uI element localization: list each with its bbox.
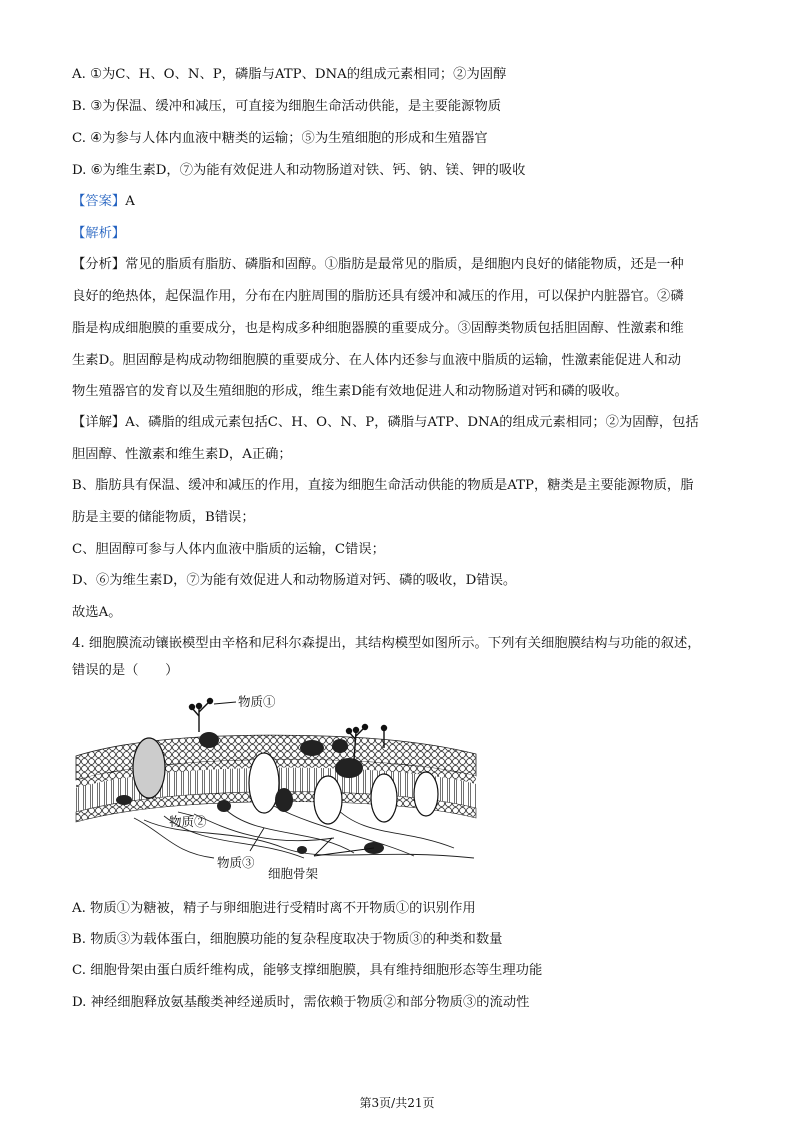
analysis-line: 脂是构成细胞膜的重要成分，也是构成多种细胞器膜的重要成分。③固醇类物质包括胆固醇、性激素和维	[72, 321, 684, 336]
detail-line: B、脂肪具有保温、缓冲和减压的作用，直接为细胞生命活动供能的物质是ATP，糖类是主要能源物质，脂	[72, 478, 694, 493]
detail-line: 故选A。	[72, 605, 122, 620]
q3-option-d: D. ⑥为维生素D，⑦为能有效促进人和动物肠道对铁、钙、钠、镁、钾的吸收	[72, 163, 526, 178]
label-cytoskeleton: 细胞骨架	[268, 866, 319, 881]
q4-option-d: D. 神经细胞释放氨基酸类神经递质时，需依赖于物质②和部分物质③的流动性	[72, 995, 530, 1010]
q3-option-c: C. ④为参与人体内血液中糖类的运输；⑤为生殖细胞的形成和生殖器官	[72, 131, 488, 146]
q3-option-a: A. ①为C、H、O、N、P，磷脂与ATP、DNA的组成元素相同；②为固醇	[72, 67, 507, 82]
q4-option-b: B. 物质③为载体蛋白，细胞膜功能的复杂程度取决于物质③的种类和数量	[72, 932, 503, 947]
analysis-tag: 【解析】	[72, 226, 126, 241]
label-substance-3: 物质③	[217, 855, 255, 870]
detail-line: C、胆固醇可参与人体内血液中脂质的运输，C错误；	[72, 542, 385, 557]
q4-option-a: A. 物质①为糖被，精子与卵细胞进行受精时离不开物质①的识别作用	[72, 901, 476, 916]
detail-line: D、⑥为维生素D，⑦为能有效促进人和动物肠道对钙、磷的吸收，D错误。	[72, 573, 517, 588]
membrane-diagram	[74, 688, 478, 878]
q4-stem: 4. 细胞膜流动镶嵌模型由辛格和尼科尔森提出，其结构模型如图所示。下列有关细胞膜结构与功能的叙述，	[72, 636, 701, 651]
page-number: 第3页/共21页	[359, 1096, 435, 1110]
answer-tag: 【答案】	[72, 194, 126, 209]
answer-value: A	[125, 194, 135, 209]
label-substance-2: 物质②	[169, 814, 207, 829]
q4-option-c: C. 细胞骨架由蛋白质纤维构成，能够支撑细胞膜，具有维持细胞形态等生理功能	[72, 963, 543, 978]
detail-line: 胆固醇、性激素和维生素D，A正确；	[72, 447, 292, 462]
analysis-line: 【分析】常见的脂质有脂肪、磷脂和固醇。①脂肪是最常见的脂质，是细胞内良好的储能物质，还是一种	[72, 257, 684, 272]
q3-option-b: B. ③为保温、缓冲和减压，可直接为细胞生命活动供能，是主要能源物质	[72, 99, 502, 114]
q4-stem: 错误的是（ ）	[72, 663, 179, 678]
analysis-line: 生素D。胆固醇是构成动物细胞膜的重要成分、在人体内还参与血液中脂质的运输，性激素能促进人和动	[72, 353, 682, 368]
membrane-figure	[74, 688, 478, 881]
detail-line: 肪是主要的储能物质，B错误；	[72, 510, 255, 525]
detail-line: 【详解】A、磷脂的组成元素包括C、H、O、N、P，磷脂与ATP、DNA的组成元素相同；②为固醇，包括	[72, 415, 699, 430]
label-substance-1: 物质①	[238, 694, 276, 709]
analysis-line: 良好的绝热体，起保温作用，分布在内脏周围的脂肪还具有缓冲和减压的作用，可以保护内脏器官。②磷	[72, 289, 684, 304]
analysis-line: 物生殖器官的发育以及生殖细胞的形成，维生素D能有效地促进人和动物肠道对钙和磷的吸收。	[72, 384, 628, 399]
q3-answer	[72, 193, 135, 211]
